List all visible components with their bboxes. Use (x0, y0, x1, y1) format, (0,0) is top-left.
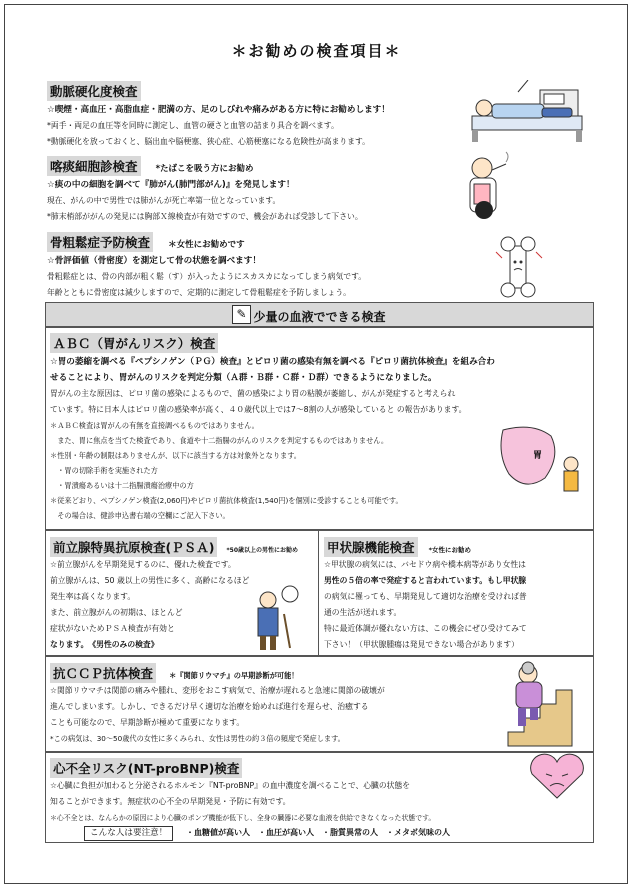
stairs-elderly-woman-illustration (498, 660, 588, 750)
ccp-note: ＊『関節リウマチ』の早期診断が可能！ (169, 671, 299, 680)
osteoporosis-line-2: 骨粗鬆症とは、骨の内部が粗く鬆（す）が入ったようにスカスカになってしまう病気です。 (47, 272, 367, 281)
thyroid-line-6: 下さい！（甲状腺腫瘍は発見できない場合があります） (324, 640, 519, 649)
sputum-line-2: 現在、がんの中で男性では肺がんが死亡率第一位となっています。 (47, 196, 281, 205)
elderly-man-illustration (250, 584, 308, 652)
osteoporosis-line-1: ☆骨評価値（骨密度）を測定して骨の状態を調べます！ (47, 256, 261, 266)
ccp-line-4: *この病気は、30～50歳代の女性に多くみられ、女性は男性の約３倍の頻度で発症します。 (50, 734, 345, 743)
thyroid-line-2: 男性の５倍の率で発症すると言われています。もし甲状腺 (324, 576, 527, 585)
osteoporosis-note: ＊女性にお勧めです (168, 240, 245, 250)
risk-groups: ・血糖値が高い人 ・血圧が高い人 ・脂質異常の人 ・メタボ気味の人 (186, 828, 450, 837)
bone-character-illustration (494, 232, 544, 302)
thyroid-line-1: ☆甲状腺の病気には、バセドウ病や橋本病等があり女性は (324, 560, 526, 569)
section-arteriosclerosis (47, 81, 141, 101)
abc-line-11: その場合は、健診申込書右端の空欄にご記入下さい。 (50, 511, 230, 520)
ccp-line-3: ことも可能なので、早期診断が極めて重要になります。 (50, 718, 245, 727)
abc-line-4: ています。特に日本人はピロリ菌の感染率が高く、４０歳代以上では7～8割の人が感染していると の報告があります。 (50, 405, 467, 414)
osteoporosis-heading: 骨粗鬆症予防検査 (47, 232, 153, 252)
ccp-heading: 抗ＣＣＰ抗体検査 (50, 663, 156, 683)
section-bnp (50, 758, 242, 778)
blood-test-banner (45, 302, 594, 327)
psa-line-1: ☆前立腺がんを早期発見するのに、優れた検査です。 (50, 560, 236, 569)
abc-line-1: ☆胃の萎縮を調べる『ペプシノゲン（ＰＧ）検査』とピロリ菌の感染有無を調べる『ピロリ菌抗体検査』を組み合わ (50, 357, 495, 367)
section-sputum (47, 156, 254, 176)
bnp-heading: 心不全リスク(NT-proBNP)検査 (50, 758, 242, 778)
section-abc (50, 333, 218, 353)
psa-line-3: 発生率は高くなります。 (50, 592, 136, 601)
caution-callout: こんな人は要注意！ (84, 826, 173, 841)
bnp-line-1: ☆心臓に負担が加わると分泌されるホルモン『NT-proBNP』の血中濃度を調べることで、心臓の状態を (50, 781, 411, 790)
smoker-illustration (452, 150, 522, 222)
patient-exam-illustration (468, 80, 588, 145)
bnp-line-2: 知ることができます。無症状の心不全の早期発見・予防に有効です。 (50, 797, 291, 806)
thyroid-line-3: の病気に罹っても、早期発見して適切な治療を受ければ普 (324, 592, 527, 601)
page-title: ＊お勧めの検査項目＊ (231, 42, 402, 60)
abc-line-10: ＊従来どおり、ペプシノゲン検査(2,060円)やピロリ菌抗体検査(1,540円)を個別に受診することも可能です。 (50, 496, 403, 505)
abc-line-8: ・胃の切除手術を実施された方 (50, 466, 158, 475)
abc-line-2: せることにより、胃がんのリスクを判定分類（Ａ群・Ｂ群・Ｃ群・Ｄ群）できるようになりました。 (50, 373, 437, 383)
osteoporosis-line-3: 年齢とともに骨密度は減少しますので、定期的に測定して骨粗鬆症を予防しましょう。 (47, 288, 351, 297)
sputum-line-1: ☆痰の中の細胞を調べて『肺がん(肺門部がん)』を発見します！ (47, 180, 295, 190)
section-ccp (50, 663, 299, 683)
sputum-note: *たばこを吸う方にお勧め (155, 164, 254, 174)
abc-line-9: ・胃潰瘍あるいは十二指腸潰瘍治療中の方 (50, 481, 194, 490)
thyroid-line-5: 特に最近体調が優れない方は、この機会にぜひ受けてみて (324, 624, 527, 633)
bnp-line-3: ＊心不全とは、なんらかの原因により心臓のポンプ機能が低下し、全身の臓器に必要な血液を供給できなくなった状態です。 (50, 814, 436, 822)
psa-line-6: なります。 《男性のみの検査》 (50, 640, 159, 649)
arteriosclerosis-line-1: ☆喫煙・高血圧・高脂血症・肥満の方、足のしびれや痛みがある方に特にお勧めします！ (47, 105, 390, 115)
thyroid-heading: 甲状腺機能検査 (324, 537, 418, 557)
abc-line-5: ＊ＡＢＣ検査は胃がんの有無を直接調べるものではありません。 (50, 421, 259, 430)
arteriosclerosis-line-3: *動脈硬化を放っておくと、脳出血や脳梗塞、狭心症、心筋梗塞になる危険性が高まります。 (47, 137, 370, 146)
arteriosclerosis-line-2: *両手・両足の血圧等を同時に測定し、血管の硬さと血管の詰まり具合を調べます。 (47, 121, 339, 130)
psa-line-5: 症状がないためＰＳＡ検査が有効と (50, 624, 175, 633)
psa-line-2: 前立腺がんは、50 歳以上の男性に多く、高齢になるほど (50, 576, 250, 585)
psa-line-4: また、前立腺がんの初期は、ほとんど (50, 608, 183, 617)
stomach-label: 胃 (533, 451, 543, 461)
abc-heading: ＡＢＣ（胃がんリスク）検査 (50, 333, 218, 353)
thyroid-note: *女性にお勧め (428, 546, 472, 554)
psa-heading: 前立腺特異抗原検査(ＰＳＡ) (50, 537, 217, 557)
arteriosclerosis-heading: 動脈硬化度検査 (47, 81, 141, 101)
section-thyroid (324, 537, 471, 557)
sad-heart-illustration (526, 752, 588, 802)
thyroid-line-4: 通の生活が送れます。 (324, 608, 402, 617)
abc-line-6: また、胃に焦点を当てた検査であり、食道や十二指腸のがんのリスクを判定するものではありません。 (50, 436, 389, 445)
section-osteoporosis (47, 232, 245, 252)
abc-line-7: ＊性別・年齢の制限はありませんが、以下に該当する方は対象外となります。 (50, 451, 301, 460)
blood-test-banner-label: 少量の血液でできる検査 (253, 310, 386, 324)
ccp-line-1: ☆関節リウマチは関節の痛みや腫れ、変形をおこす病気で、治療が遅れると急速に関節の破壊が (50, 686, 385, 695)
abc-line-3: 胃がんの主な原因は、ピロリ菌の感染によるもので、菌の感染により胃の粘膜が萎縮し、がんが発症すると考えられ (50, 389, 456, 398)
sputum-heading: 喀痰細胞診検査 (47, 156, 141, 176)
column-divider (318, 530, 319, 656)
sputum-line-3: *肺末梢部ががんの発見には胸部Ｘ線検査が有効ですので、機会があれば受診して下さい。 (47, 212, 363, 221)
ccp-line-2: 進んでしまいます。しかし、できるだけ早く適切な治療を始めれば進行を遅らせ、治癒する (50, 702, 369, 711)
psa-note: *50歳以上の男性にお勧め (226, 547, 299, 554)
pencil-icon: ✎ (232, 305, 251, 324)
section-psa (50, 537, 298, 557)
